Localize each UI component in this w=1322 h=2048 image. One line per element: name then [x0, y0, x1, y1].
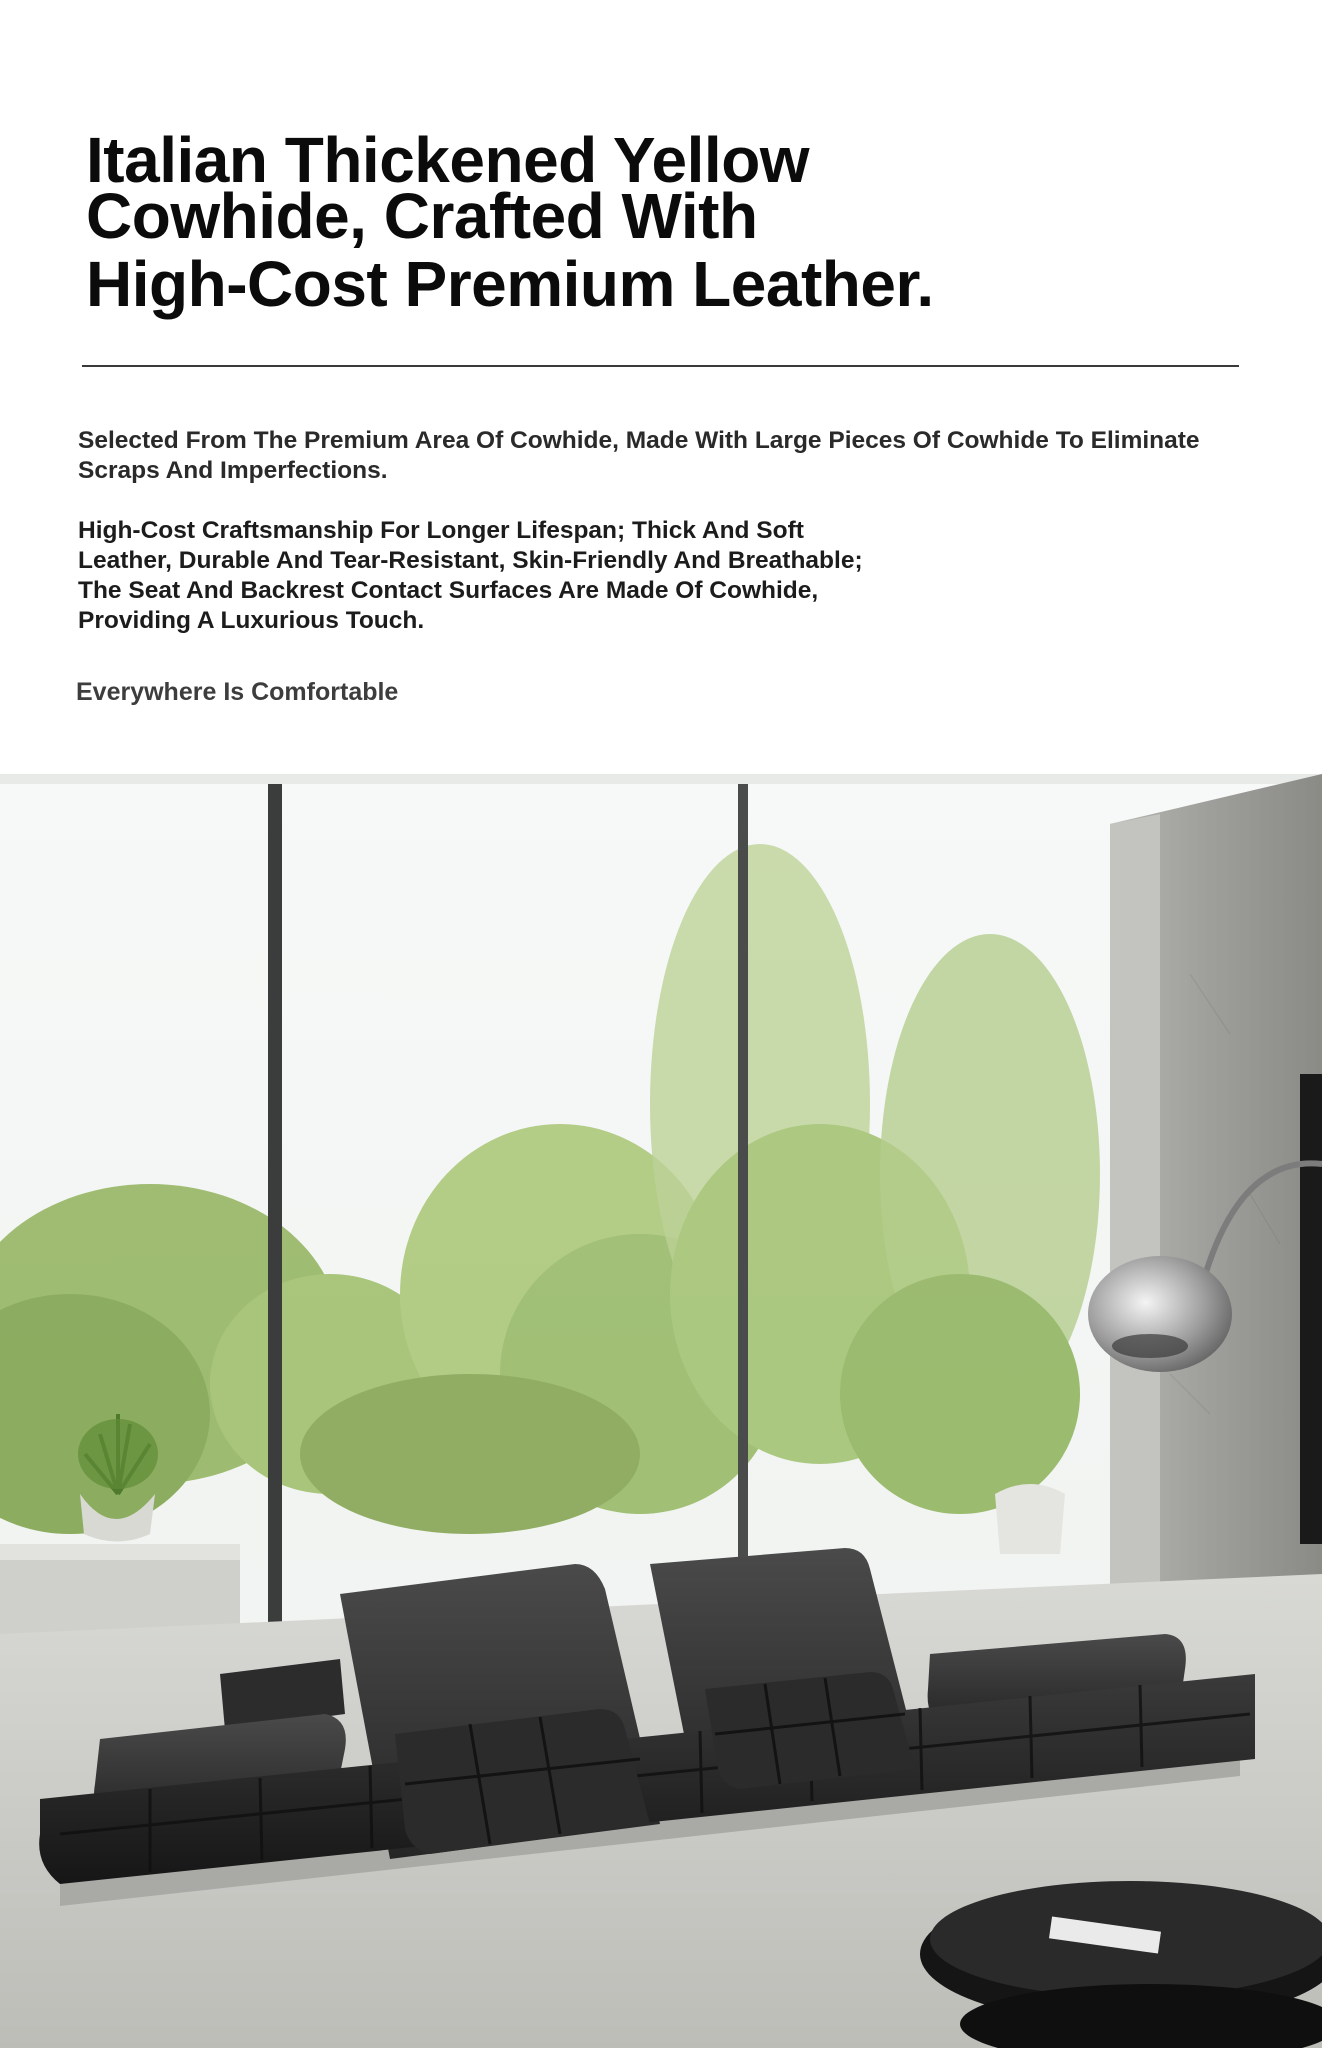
window-frame-left: [268, 774, 282, 1634]
paragraph-2-line-2: Leather, Durable And Tear-Resistant, Skin-Friendly And Breathable;: [78, 547, 863, 574]
paragraph-2-line-1: High-Cost Craftsmanship For Longer Lifespan; Thick And Soft: [78, 517, 804, 544]
paragraph-2-line-4: Providing A Luxurious Touch.: [78, 607, 425, 634]
paragraph-1-line-1: Selected From The Premium Area Of Cowhide, Made With Large Pieces Of Cowhide To Eliminate: [78, 427, 1200, 454]
description-paragraph-1: [78, 426, 1278, 486]
potted-plant-icon: [78, 1414, 158, 1542]
paragraph-2-line-3: The Seat And Backrest Contact Surfaces Are Made Of Cowhide,: [78, 577, 819, 604]
sofa-living-room-photo: [0, 774, 1322, 2048]
headline-line-1: Italian Thickened Yellow: [86, 124, 810, 196]
headline-line-3: High-Cost Premium Leather.: [86, 248, 934, 320]
paragraph-1-line-2: Scraps And Imperfections.: [78, 457, 388, 484]
headline-line-2: Cowhide, Crafted With: [86, 180, 758, 252]
room-scene-illustration: [0, 774, 1322, 2048]
coffee-table-icon: [920, 1881, 1322, 2048]
headline: [86, 124, 1226, 320]
section-divider: [82, 365, 1239, 367]
window-frame-middle: [738, 774, 748, 1634]
description-paragraph-2: [78, 516, 978, 636]
tagline: Everywhere Is Comfortable: [76, 678, 399, 706]
